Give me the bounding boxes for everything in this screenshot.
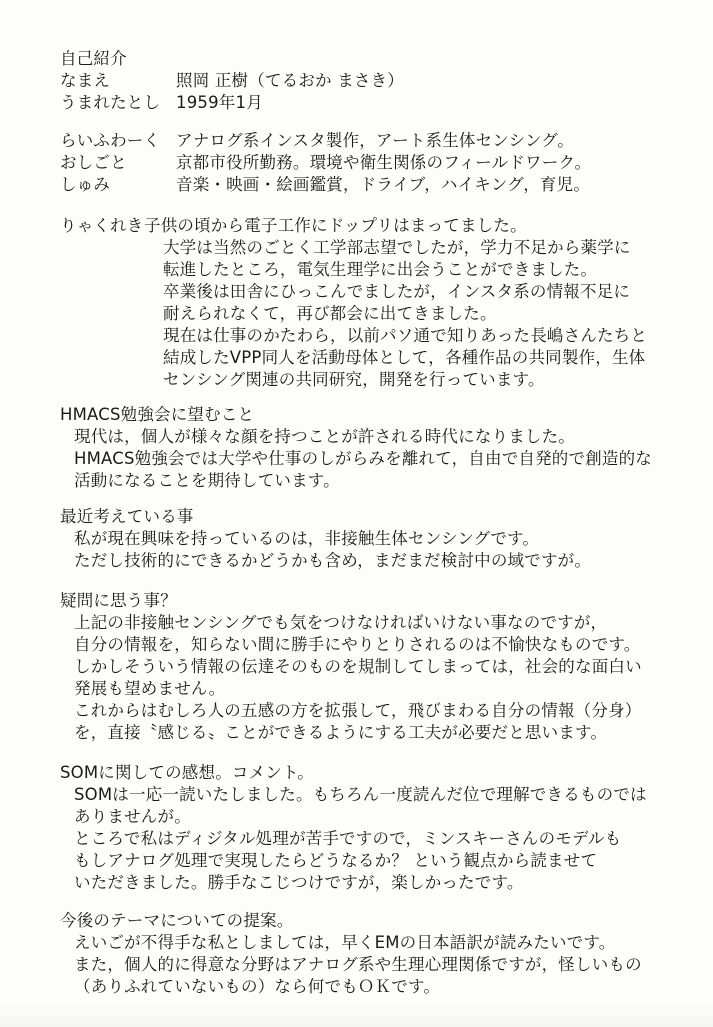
section-line: を，直接〝感じる〟ことができるようにする工夫が必要だと思います。 xyxy=(74,723,608,742)
section-line: ありませんが。 xyxy=(74,807,191,826)
profile-key-name: なまえ xyxy=(60,71,111,90)
section-line: また，個人的に得意な分野はアナログ系や生理心理関係ですが，怪しいもの xyxy=(74,955,642,974)
section-line: ところで私はディジタル処理が苦手ですので，ミンスキーさんのモデルも xyxy=(74,829,622,848)
section-title-proposals: 今後のテーマについての提案。 xyxy=(60,911,294,930)
section-line: えいごが不得手な私としましては，早くEMの日本語訳が読みたいです。 xyxy=(74,933,616,952)
profile-value-hobby: 音楽・映画・絵画鑑賞，ドライブ，ハイキング，育児。 xyxy=(176,175,591,194)
career-line: センシング関連の共同研究，開発を行っています。 xyxy=(163,370,545,389)
career-line: 卒業後は田舎にひっこんでましたが，インスタ系の情報不足に xyxy=(163,282,631,301)
section-line: これからはむしろ人の五感の方を拡張して，飛びまわる自分の情報（分身） xyxy=(74,701,642,720)
section-line: 発展も望めません。 xyxy=(74,679,226,698)
profile-key-job: おしごと xyxy=(60,153,127,172)
section-line: 私が現在興味を持っているのは，非接触生体センシングです。 xyxy=(74,529,540,548)
section-line: SOMは一応一読いたしました。もちろん一度読んだ位で理解できるものでは xyxy=(74,785,647,804)
career-line: 転進したところ，電気生理学に出会うことができました。 xyxy=(163,260,598,279)
section-title-recent: 最近考えている事 xyxy=(60,507,194,526)
section-title-som: SOMに関しての感想。コメント。 xyxy=(60,763,314,782)
career-line: 大学は当然のごとく工学部志望でしたが，学力不足から薬学に xyxy=(163,238,631,257)
section-line: 現代は，個人が様々な顔を持つことが許される時代になりました。 xyxy=(74,427,575,446)
career-key: りゃくれき xyxy=(60,216,144,235)
scan-bottom-shade xyxy=(0,1000,713,1027)
profile-value-job: 京都市役所勤務。環境や衛生関係のフィールドワーク。 xyxy=(176,153,592,172)
section-line: もしアナログ処理で実現したらどうなるか？ という観点から読ませて xyxy=(74,851,598,870)
section-line: いただきました。勝手なこじつけですが，楽しかったです。 xyxy=(74,873,524,892)
career-line: 現在は仕事のかたわら，以前パソ通で知りあった長嶋さんたちと xyxy=(163,326,648,345)
profile-value-name: 照岡 正樹（てるおか まさき） xyxy=(176,71,404,90)
profile-key-lifework: らいふわーく xyxy=(60,131,161,150)
profile-key-birth: うまれたとし xyxy=(60,93,161,112)
career-line: 子供の頃から電子工作にドップリはまってました。 xyxy=(144,216,527,235)
section-line: しかしそういう情報の伝達そのものを規制してしまっては，社会的な面白い xyxy=(74,657,642,676)
section-line: 自分の情報を，知らない間に勝手にやりとりされるのは不愉快なものです。 xyxy=(74,635,641,654)
section-line: 上記の非接触センシングでも気をつけなければいけない事なのですが， xyxy=(74,613,608,632)
section-line: HMACS勉強会では大学や仕事のしがらみを離れて，自由で自発的で創造的な xyxy=(74,449,653,468)
profile-value-lifework: アナログ系インスタ製作，アート系生体センシング。 xyxy=(176,131,574,150)
section-title-questions: 疑問に思う事？ xyxy=(60,591,177,610)
profile-value-birth: 1959年1月 xyxy=(176,93,263,112)
profile-heading: 自己紹介 xyxy=(60,49,127,68)
section-line: 活動になることを期待しています。 xyxy=(74,471,340,490)
career-line: 耐えられなくて，再び都会に出てきました。 xyxy=(163,304,497,323)
career-line: 結成したVPP同人を活動母体として，各種作品の共同製作，生体 xyxy=(163,348,646,367)
section-title-hmacs: HMACS勉強会に望むこと xyxy=(60,405,255,424)
section-line: ただし技術的にできるかどうかも含め，まだまだ検討中の域ですが。 xyxy=(74,551,592,570)
profile-key-hobby: しゅみ xyxy=(60,175,111,194)
section-line: （ありふれていないもの）なら何でもＯＫです。 xyxy=(74,977,441,996)
